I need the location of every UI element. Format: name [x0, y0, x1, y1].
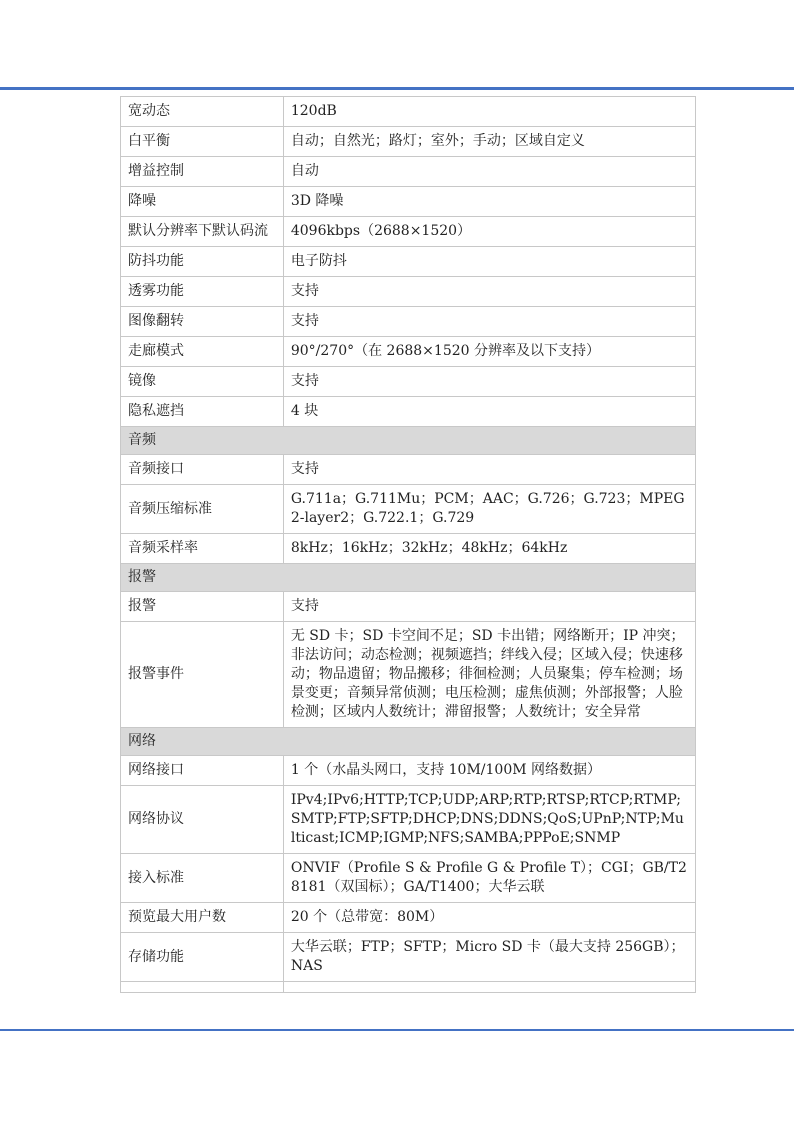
spec-value: 4 块 [283, 397, 695, 427]
spec-row [121, 982, 696, 993]
section-header-row [121, 427, 696, 455]
spec-value: 支持 [283, 277, 695, 307]
spec-label: 隐私遮挡 [121, 397, 284, 427]
spec-value: 电子防抖 [283, 247, 695, 277]
spec-label: 防抖功能 [121, 247, 284, 277]
spec-label: 音频采样率 [121, 534, 284, 564]
spec-value: 3D 降噪 [283, 187, 695, 217]
spec-row [121, 157, 696, 187]
spec-row [121, 786, 696, 854]
spec-label: 接入标准 [121, 854, 284, 903]
section-title: 网络 [121, 728, 696, 756]
spec-value: 大华云联；FTP；SFTP；Micro SD 卡（最大支持 256GB）；NAS [283, 933, 695, 982]
spec-label: 降噪 [121, 187, 284, 217]
spec-label [121, 982, 284, 993]
spec-label: 白平衡 [121, 127, 284, 157]
spec-value: 1 个（水晶头网口，支持 10M/100M 网络数据） [283, 756, 695, 786]
spec-row [121, 622, 696, 728]
spec-row [121, 97, 696, 127]
spec-row [121, 127, 696, 157]
header-rule [0, 87, 794, 90]
spec-label: 宽动态 [121, 97, 284, 127]
spec-value: 支持 [283, 307, 695, 337]
spec-row [121, 277, 696, 307]
spec-row [121, 247, 696, 277]
spec-row [121, 337, 696, 367]
spec-label: 图像翻转 [121, 307, 284, 337]
spec-value: 4096kbps（2688×1520） [283, 217, 695, 247]
spec-label: 网络接口 [121, 756, 284, 786]
spec-table-container [120, 96, 696, 1026]
spec-label: 默认分辨率下默认码流 [121, 217, 284, 247]
spec-value: 支持 [283, 367, 695, 397]
section-title: 音频 [121, 427, 696, 455]
spec-row [121, 903, 696, 933]
spec-row [121, 187, 696, 217]
spec-value: 120dB [283, 97, 695, 127]
spec-row [121, 307, 696, 337]
spec-value: 支持 [283, 455, 695, 485]
spec-label: 镜像 [121, 367, 284, 397]
spec-label: 增益控制 [121, 157, 284, 187]
spec-row [121, 854, 696, 903]
section-title: 报警 [121, 564, 696, 592]
spec-label: 存储功能 [121, 933, 284, 982]
spec-value: 90°/270°（在 2688×1520 分辨率及以下支持） [283, 337, 695, 367]
spec-row [121, 933, 696, 982]
section-header-row [121, 564, 696, 592]
section-header-row [121, 728, 696, 756]
spec-row [121, 485, 696, 534]
spec-row [121, 592, 696, 622]
spec-value: ONVIF（Profile S & Profile G & Profile T）；CGI；GB/T28181（双国标）；GA/T1400；大华云联 [283, 854, 695, 903]
spec-row [121, 217, 696, 247]
spec-value: 自动 [283, 157, 695, 187]
spec-value: 8kHz；16kHz；32kHz；48kHz；64kHz [283, 534, 695, 564]
spec-value: 20 个（总带宽：80M） [283, 903, 695, 933]
spec-label: 网络协议 [121, 786, 284, 854]
spec-value: 支持 [283, 592, 695, 622]
spec-value: 无 SD 卡；SD 卡空间不足；SD 卡出错；网络断开；IP 冲突；非法访问；动态检测；视频遮挡；绊线入侵；区域入侵；快速移动；物品遗留；物品搬移；徘徊检测；人员聚集；停车检测；场景变更；音频异常侦测；电压检测；虚焦侦测；外部报警；人脸检测；区域内人数统计；滞留报警；人数统计；安全异常 [283, 622, 695, 728]
spec-table [120, 96, 696, 993]
spec-label: 报警 [121, 592, 284, 622]
spec-label: 音频接口 [121, 455, 284, 485]
spec-table-body [121, 97, 696, 993]
spec-label: 预览最大用户数 [121, 903, 284, 933]
spec-label: 报警事件 [121, 622, 284, 728]
footer-rule [0, 1029, 794, 1031]
spec-row [121, 397, 696, 427]
spec-row [121, 534, 696, 564]
spec-value: IPv4;IPv6;HTTP;TCP;UDP;ARP;RTP;RTSP;RTCP;RTMP;SMTP;FTP;SFTP;DHCP;DNS;DDNS;QoS;UPnP;NTP;Multicast;ICMP;IGMP;NFS;SAMBA;PPPoE;SNMP [283, 786, 695, 854]
spec-value: G.711a；G.711Mu；PCM；AAC；G.726；G.723；MPEG2-layer2；G.722.1；G.729 [283, 485, 695, 534]
spec-row [121, 455, 696, 485]
spec-value [283, 982, 695, 993]
spec-label: 透雾功能 [121, 277, 284, 307]
spec-label: 走廊模式 [121, 337, 284, 367]
spec-row [121, 756, 696, 786]
spec-value: 自动；自然光；路灯；室外；手动；区域自定义 [283, 127, 695, 157]
spec-label: 音频压缩标准 [121, 485, 284, 534]
spec-row [121, 367, 696, 397]
